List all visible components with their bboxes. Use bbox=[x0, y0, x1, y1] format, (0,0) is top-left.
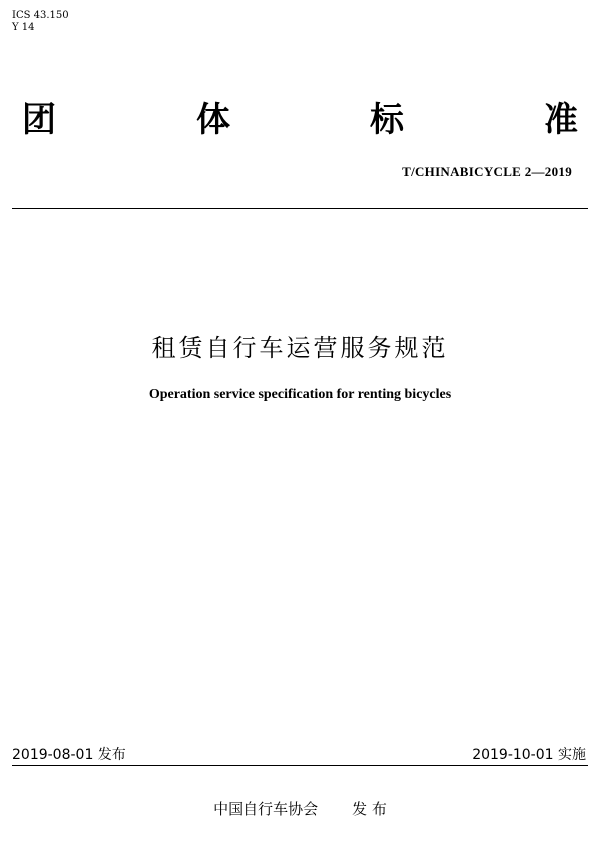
classification-codes bbox=[12, 10, 69, 34]
publish-date: 2019-08-01 发布 bbox=[12, 747, 126, 763]
issuer-line bbox=[0, 798, 600, 819]
implement-date: 2019-10-01 实施 bbox=[472, 747, 586, 763]
standard-type-char-4: 准 bbox=[544, 100, 578, 140]
document-title-chinese: 租赁自行车运营服务规范 bbox=[151, 334, 449, 362]
standard-number: T/CHINABICYCLE 2—2019 bbox=[402, 164, 572, 179]
standard-type-char-3: 标 bbox=[370, 100, 404, 140]
standard-type-char-2: 体 bbox=[196, 100, 230, 140]
ics-code: ICS 43.150 bbox=[12, 10, 69, 21]
standard-type-char-1: 团 bbox=[22, 100, 56, 140]
document-title-english: Operation service specification for renting bicycles bbox=[148, 387, 452, 402]
top-divider bbox=[12, 208, 588, 209]
issuer-name: 中国自行车协会 bbox=[213, 800, 319, 818]
standard-type-heading bbox=[22, 100, 578, 140]
issuer-action: 发 布 bbox=[352, 800, 387, 818]
bottom-divider bbox=[12, 765, 588, 766]
ccs-code: Y 14 bbox=[12, 22, 35, 33]
